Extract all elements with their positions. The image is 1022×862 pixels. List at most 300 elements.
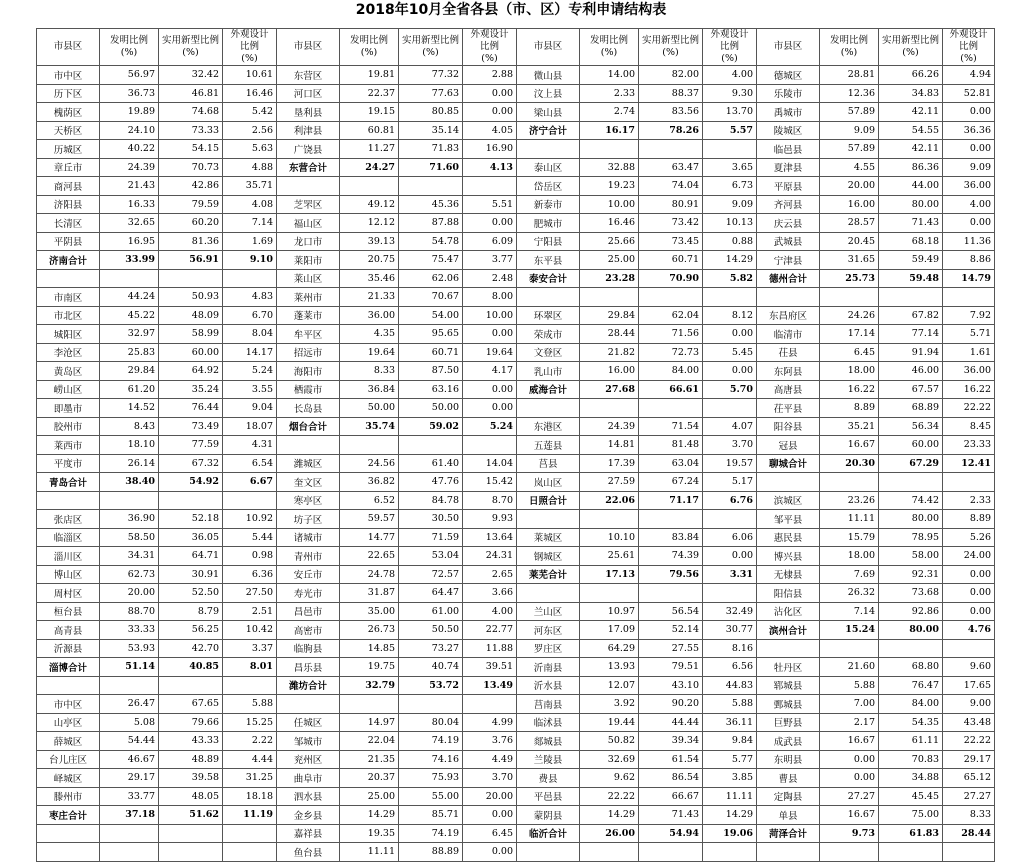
ratio-cell [463, 436, 517, 455]
ratio-cell: 91.94 [879, 343, 943, 362]
ratio-cell: 40.74 [399, 658, 463, 677]
ratio-cell: 9.00 [943, 695, 995, 714]
region-cell: 博兴县 [757, 547, 820, 566]
ratio-cell: 65.12 [943, 769, 995, 788]
ratio-cell: 74.19 [399, 732, 463, 751]
region-cell: 蒙阴县 [517, 806, 580, 825]
ratio-cell: 8.04 [223, 325, 277, 344]
ratio-cell: 33.77 [100, 787, 159, 806]
region-cell: 巨野县 [757, 713, 820, 732]
ratio-cell: 4.55 [820, 158, 879, 177]
ratio-cell: 71.54 [639, 417, 703, 436]
region-cell: 淄博合计 [37, 658, 100, 677]
ratio-cell: 0.00 [463, 399, 517, 418]
ratio-cell: 9.10 [223, 251, 277, 270]
ratio-cell: 28.81 [820, 66, 879, 85]
region-cell [517, 399, 580, 418]
region-cell: 滨城区 [757, 491, 820, 510]
ratio-cell: 63.47 [639, 158, 703, 177]
ratio-cell: 44.83 [703, 676, 757, 695]
region-cell: 历下区 [37, 84, 100, 103]
ratio-cell: 16.46 [580, 214, 639, 233]
ratio-cell: 73.33 [159, 121, 223, 140]
ratio-cell: 16.00 [820, 195, 879, 214]
region-cell: 任城区 [277, 713, 340, 732]
region-cell: 鱼台县 [277, 843, 340, 862]
ratio-cell: 23.26 [820, 491, 879, 510]
ratio-cell [879, 843, 943, 862]
ratio-cell: 47.76 [399, 473, 463, 492]
ratio-cell: 4.31 [223, 436, 277, 455]
region-cell: 乳山市 [517, 362, 580, 381]
region-cell: 张店区 [37, 510, 100, 529]
ratio-cell: 4.99 [463, 713, 517, 732]
ratio-cell [703, 288, 757, 307]
ratio-cell: 32.88 [580, 158, 639, 177]
ratio-cell: 4.13 [463, 158, 517, 177]
region-cell: 莱山区 [277, 269, 340, 288]
ratio-cell: 64.71 [159, 547, 223, 566]
table-row [37, 769, 995, 788]
ratio-cell: 74.42 [879, 491, 943, 510]
ratio-cell: 23.28 [580, 269, 639, 288]
region-cell: 日照合计 [517, 491, 580, 510]
ratio-cell: 14.81 [580, 436, 639, 455]
table-row [37, 84, 995, 103]
ratio-cell: 4.83 [223, 288, 277, 307]
table-row [37, 565, 995, 584]
region-cell: 郯城县 [517, 732, 580, 751]
ratio-cell: 4.07 [703, 417, 757, 436]
ratio-cell [580, 288, 639, 307]
ratio-cell: 88.70 [100, 602, 159, 621]
ratio-cell: 24.56 [340, 454, 399, 473]
ratio-cell: 7.14 [223, 214, 277, 233]
table-row [37, 325, 995, 344]
ratio-cell [399, 695, 463, 714]
ratio-cell: 35.71 [223, 177, 277, 196]
region-cell: 历城区 [37, 140, 100, 159]
ratio-cell: 45.36 [399, 195, 463, 214]
region-cell: 垦利县 [277, 103, 340, 122]
region-cell [37, 491, 100, 510]
ratio-cell: 56.91 [159, 251, 223, 270]
region-cell: 周村区 [37, 584, 100, 603]
ratio-cell: 5.45 [703, 343, 757, 362]
ratio-cell: 0.00 [943, 214, 995, 233]
ratio-cell: 9.30 [703, 84, 757, 103]
ratio-cell: 0.00 [943, 565, 995, 584]
ratio-cell: 8.33 [340, 362, 399, 381]
ratio-cell: 44.24 [100, 288, 159, 307]
region-cell: 枣庄合计 [37, 806, 100, 825]
ratio-cell: 40.85 [159, 658, 223, 677]
region-cell: 福山区 [277, 214, 340, 233]
ratio-cell: 74.16 [399, 750, 463, 769]
table-row [37, 454, 995, 473]
region-cell [757, 843, 820, 862]
ratio-cell [100, 269, 159, 288]
ratio-cell: 60.71 [399, 343, 463, 362]
ratio-cell [100, 676, 159, 695]
ratio-cell: 79.56 [639, 565, 703, 584]
ratio-cell: 61.11 [879, 732, 943, 751]
region-cell: 齐河县 [757, 195, 820, 214]
ratio-cell: 10.92 [223, 510, 277, 529]
region-cell: 临邑县 [757, 140, 820, 159]
region-cell: 诸城市 [277, 528, 340, 547]
ratio-cell: 30.77 [703, 621, 757, 640]
region-cell: 嘉祥县 [277, 824, 340, 843]
ratio-cell: 27.50 [223, 584, 277, 603]
ratio-cell: 8.16 [703, 639, 757, 658]
ratio-cell: 3.70 [703, 436, 757, 455]
ratio-cell: 5.88 [703, 695, 757, 714]
region-cell: 陵城区 [757, 121, 820, 140]
region-cell: 崂山区 [37, 380, 100, 399]
ratio-cell: 21.43 [100, 177, 159, 196]
ratio-cell: 78.95 [879, 528, 943, 547]
table-row [37, 306, 995, 325]
ratio-cell: 6.54 [223, 454, 277, 473]
ratio-cell: 4.08 [223, 195, 277, 214]
region-cell [277, 695, 340, 714]
ratio-cell: 59.02 [399, 417, 463, 436]
ratio-cell: 0.00 [820, 769, 879, 788]
ratio-cell: 4.94 [943, 66, 995, 85]
ratio-cell: 62.04 [639, 306, 703, 325]
ratio-cell: 60.00 [159, 343, 223, 362]
ratio-cell [703, 399, 757, 418]
region-cell: 岱岳区 [517, 177, 580, 196]
ratio-cell: 14.29 [580, 806, 639, 825]
ratio-cell: 33.33 [100, 621, 159, 640]
ratio-cell: 17.14 [820, 325, 879, 344]
column-header: 市县区 [757, 29, 820, 66]
ratio-cell: 77.14 [879, 325, 943, 344]
ratio-cell: 0.98 [223, 547, 277, 566]
ratio-cell: 37.18 [100, 806, 159, 825]
table-row [37, 787, 995, 806]
ratio-cell: 38.40 [100, 473, 159, 492]
ratio-cell: 9.62 [580, 769, 639, 788]
ratio-cell: 48.89 [159, 750, 223, 769]
ratio-cell [639, 288, 703, 307]
ratio-cell: 83.56 [639, 103, 703, 122]
region-cell: 东昌府区 [757, 306, 820, 325]
table-row [37, 528, 995, 547]
ratio-cell: 54.15 [159, 140, 223, 159]
region-cell: 蓬莱市 [277, 306, 340, 325]
region-cell: 河口区 [277, 84, 340, 103]
table-row [37, 695, 995, 714]
ratio-cell: 5.51 [463, 195, 517, 214]
region-cell: 莱西市 [37, 436, 100, 455]
ratio-cell: 9.73 [820, 824, 879, 843]
region-cell: 泰山区 [517, 158, 580, 177]
ratio-cell: 0.00 [463, 214, 517, 233]
ratio-cell: 67.24 [639, 473, 703, 492]
ratio-cell: 13.70 [703, 103, 757, 122]
ratio-cell: 6.76 [703, 491, 757, 510]
region-cell: 邹平县 [757, 510, 820, 529]
ratio-cell: 9.60 [943, 658, 995, 677]
ratio-cell: 35.46 [340, 269, 399, 288]
ratio-cell: 11.27 [340, 140, 399, 159]
region-cell: 东营合计 [277, 158, 340, 177]
region-cell: 夏津县 [757, 158, 820, 177]
region-cell: 寒亭区 [277, 491, 340, 510]
ratio-cell: 57.89 [820, 103, 879, 122]
ratio-cell: 0.00 [463, 843, 517, 862]
ratio-cell: 36.00 [943, 177, 995, 196]
ratio-cell: 66.26 [879, 66, 943, 85]
region-cell: 泗水县 [277, 787, 340, 806]
ratio-cell: 12.41 [943, 454, 995, 473]
ratio-cell: 31.87 [340, 584, 399, 603]
region-cell: 潍城区 [277, 454, 340, 473]
ratio-cell: 35.14 [399, 121, 463, 140]
region-cell: 莒南县 [517, 695, 580, 714]
ratio-cell: 75.93 [399, 769, 463, 788]
region-cell: 市中区 [37, 66, 100, 85]
ratio-cell: 18.10 [100, 436, 159, 455]
region-cell: 利津县 [277, 121, 340, 140]
ratio-cell: 74.19 [399, 824, 463, 843]
ratio-cell [703, 843, 757, 862]
ratio-cell: 2.33 [943, 491, 995, 510]
region-cell [277, 177, 340, 196]
ratio-cell [943, 639, 995, 658]
ratio-cell: 7.00 [820, 695, 879, 714]
ratio-cell: 50.00 [399, 399, 463, 418]
region-cell: 东明县 [757, 750, 820, 769]
ratio-cell: 36.11 [703, 713, 757, 732]
ratio-cell [943, 288, 995, 307]
ratio-cell [639, 399, 703, 418]
table-header [37, 29, 995, 66]
ratio-cell: 67.65 [159, 695, 223, 714]
ratio-cell: 0.00 [943, 140, 995, 159]
ratio-cell: 74.04 [639, 177, 703, 196]
column-header: 发明比例 (%) [100, 29, 159, 66]
ratio-cell: 27.27 [820, 787, 879, 806]
ratio-cell [580, 140, 639, 159]
ratio-cell: 14.00 [580, 66, 639, 85]
ratio-cell: 59.57 [340, 510, 399, 529]
ratio-cell: 19.81 [340, 66, 399, 85]
ratio-cell: 8.70 [463, 491, 517, 510]
ratio-cell: 73.42 [639, 214, 703, 233]
region-cell: 罗庄区 [517, 639, 580, 658]
ratio-cell: 34.88 [879, 769, 943, 788]
ratio-cell: 4.00 [703, 66, 757, 85]
table-row [37, 676, 995, 695]
ratio-cell: 5.88 [223, 695, 277, 714]
ratio-cell: 25.00 [340, 787, 399, 806]
column-header: 外观设计比例 (%) [943, 29, 995, 66]
ratio-cell: 70.73 [159, 158, 223, 177]
ratio-cell: 0.00 [463, 806, 517, 825]
ratio-cell: 25.61 [580, 547, 639, 566]
ratio-cell: 19.15 [340, 103, 399, 122]
ratio-cell: 3.31 [703, 565, 757, 584]
column-header: 市县区 [517, 29, 580, 66]
table-row [37, 473, 995, 492]
region-cell [277, 436, 340, 455]
ratio-cell: 84.00 [639, 362, 703, 381]
ratio-cell: 40.22 [100, 140, 159, 159]
ratio-cell: 39.13 [340, 232, 399, 251]
region-cell: 平原县 [757, 177, 820, 196]
table-row [37, 806, 995, 825]
ratio-cell: 33.99 [100, 251, 159, 270]
table-row [37, 214, 995, 233]
table-row [37, 713, 995, 732]
ratio-cell: 79.51 [639, 658, 703, 677]
ratio-cell: 2.88 [463, 66, 517, 85]
region-cell: 武城县 [757, 232, 820, 251]
region-cell: 山亭区 [37, 713, 100, 732]
region-cell: 芝罘区 [277, 195, 340, 214]
ratio-cell: 87.88 [399, 214, 463, 233]
ratio-cell: 9.84 [703, 732, 757, 751]
ratio-cell: 0.88 [703, 232, 757, 251]
region-cell: 东阿县 [757, 362, 820, 381]
ratio-cell [943, 473, 995, 492]
ratio-cell: 5.70 [703, 380, 757, 399]
ratio-cell: 11.11 [703, 787, 757, 806]
region-cell: 龙口市 [277, 232, 340, 251]
ratio-cell [223, 269, 277, 288]
region-cell: 青岛合计 [37, 473, 100, 492]
region-cell: 峄城区 [37, 769, 100, 788]
ratio-cell: 56.25 [159, 621, 223, 640]
ratio-cell: 32.79 [340, 676, 399, 695]
patent-structure-table [36, 28, 995, 862]
ratio-cell: 51.14 [100, 658, 159, 677]
ratio-cell: 58.00 [879, 547, 943, 566]
ratio-cell: 4.35 [340, 325, 399, 344]
ratio-cell: 19.64 [463, 343, 517, 362]
ratio-cell: 70.67 [399, 288, 463, 307]
ratio-cell [463, 177, 517, 196]
ratio-cell: 54.44 [100, 732, 159, 751]
ratio-cell: 86.36 [879, 158, 943, 177]
ratio-cell: 8.00 [463, 288, 517, 307]
ratio-cell: 5.44 [223, 528, 277, 547]
ratio-cell: 17.09 [580, 621, 639, 640]
ratio-cell: 23.33 [943, 436, 995, 455]
table-row [37, 750, 995, 769]
region-cell: 济阳县 [37, 195, 100, 214]
region-cell: 宁阳县 [517, 232, 580, 251]
ratio-cell [820, 639, 879, 658]
ratio-cell: 21.35 [340, 750, 399, 769]
region-cell [757, 639, 820, 658]
ratio-cell: 71.17 [639, 491, 703, 510]
ratio-cell: 16.67 [820, 436, 879, 455]
ratio-cell [223, 824, 277, 843]
region-cell: 莱阳市 [277, 251, 340, 270]
region-cell: 环翠区 [517, 306, 580, 325]
ratio-cell: 6.45 [463, 824, 517, 843]
ratio-cell: 81.48 [639, 436, 703, 455]
ratio-cell: 73.45 [639, 232, 703, 251]
ratio-cell: 28.44 [580, 325, 639, 344]
ratio-cell: 24.78 [340, 565, 399, 584]
ratio-cell: 14.17 [223, 343, 277, 362]
ratio-cell: 16.90 [463, 140, 517, 159]
ratio-cell: 67.82 [879, 306, 943, 325]
region-cell: 新泰市 [517, 195, 580, 214]
ratio-cell: 8.01 [223, 658, 277, 677]
ratio-cell: 50.93 [159, 288, 223, 307]
ratio-cell: 6.09 [463, 232, 517, 251]
ratio-cell [879, 288, 943, 307]
ratio-cell: 9.09 [703, 195, 757, 214]
region-cell [517, 510, 580, 529]
ratio-cell: 6.70 [223, 306, 277, 325]
region-cell [757, 288, 820, 307]
ratio-cell: 24.27 [340, 158, 399, 177]
ratio-cell: 15.79 [820, 528, 879, 547]
region-cell [37, 824, 100, 843]
ratio-cell: 6.52 [340, 491, 399, 510]
region-cell: 淄川区 [37, 547, 100, 566]
ratio-cell: 10.10 [580, 528, 639, 547]
ratio-cell: 24.00 [943, 547, 995, 566]
ratio-cell [703, 510, 757, 529]
ratio-cell: 10.13 [703, 214, 757, 233]
region-cell [517, 843, 580, 862]
ratio-cell: 21.60 [820, 658, 879, 677]
ratio-cell: 46.00 [879, 362, 943, 381]
ratio-cell: 58.99 [159, 325, 223, 344]
ratio-cell: 20.75 [340, 251, 399, 270]
ratio-cell: 63.04 [639, 454, 703, 473]
ratio-cell [223, 843, 277, 862]
ratio-cell: 8.79 [159, 602, 223, 621]
ratio-cell: 27.27 [943, 787, 995, 806]
ratio-cell: 74.68 [159, 103, 223, 122]
ratio-cell: 26.73 [340, 621, 399, 640]
ratio-cell: 90.20 [639, 695, 703, 714]
ratio-cell [100, 824, 159, 843]
ratio-cell: 21.33 [340, 288, 399, 307]
table-row [37, 362, 995, 381]
ratio-cell [340, 436, 399, 455]
region-cell: 兰山区 [517, 602, 580, 621]
ratio-cell: 80.85 [399, 103, 463, 122]
ratio-cell [639, 140, 703, 159]
ratio-cell [639, 584, 703, 603]
table-row [37, 251, 995, 270]
region-cell: 临沂合计 [517, 824, 580, 843]
ratio-cell: 46.81 [159, 84, 223, 103]
table-row [37, 824, 995, 843]
ratio-cell: 7.14 [820, 602, 879, 621]
ratio-cell: 4.05 [463, 121, 517, 140]
ratio-cell: 11.19 [223, 806, 277, 825]
ratio-cell: 61.54 [639, 750, 703, 769]
ratio-cell: 50.50 [399, 621, 463, 640]
ratio-cell: 71.56 [639, 325, 703, 344]
ratio-cell: 68.18 [879, 232, 943, 251]
column-header: 实用新型比例 (%) [879, 29, 943, 66]
region-cell: 槐荫区 [37, 103, 100, 122]
table-row [37, 732, 995, 751]
